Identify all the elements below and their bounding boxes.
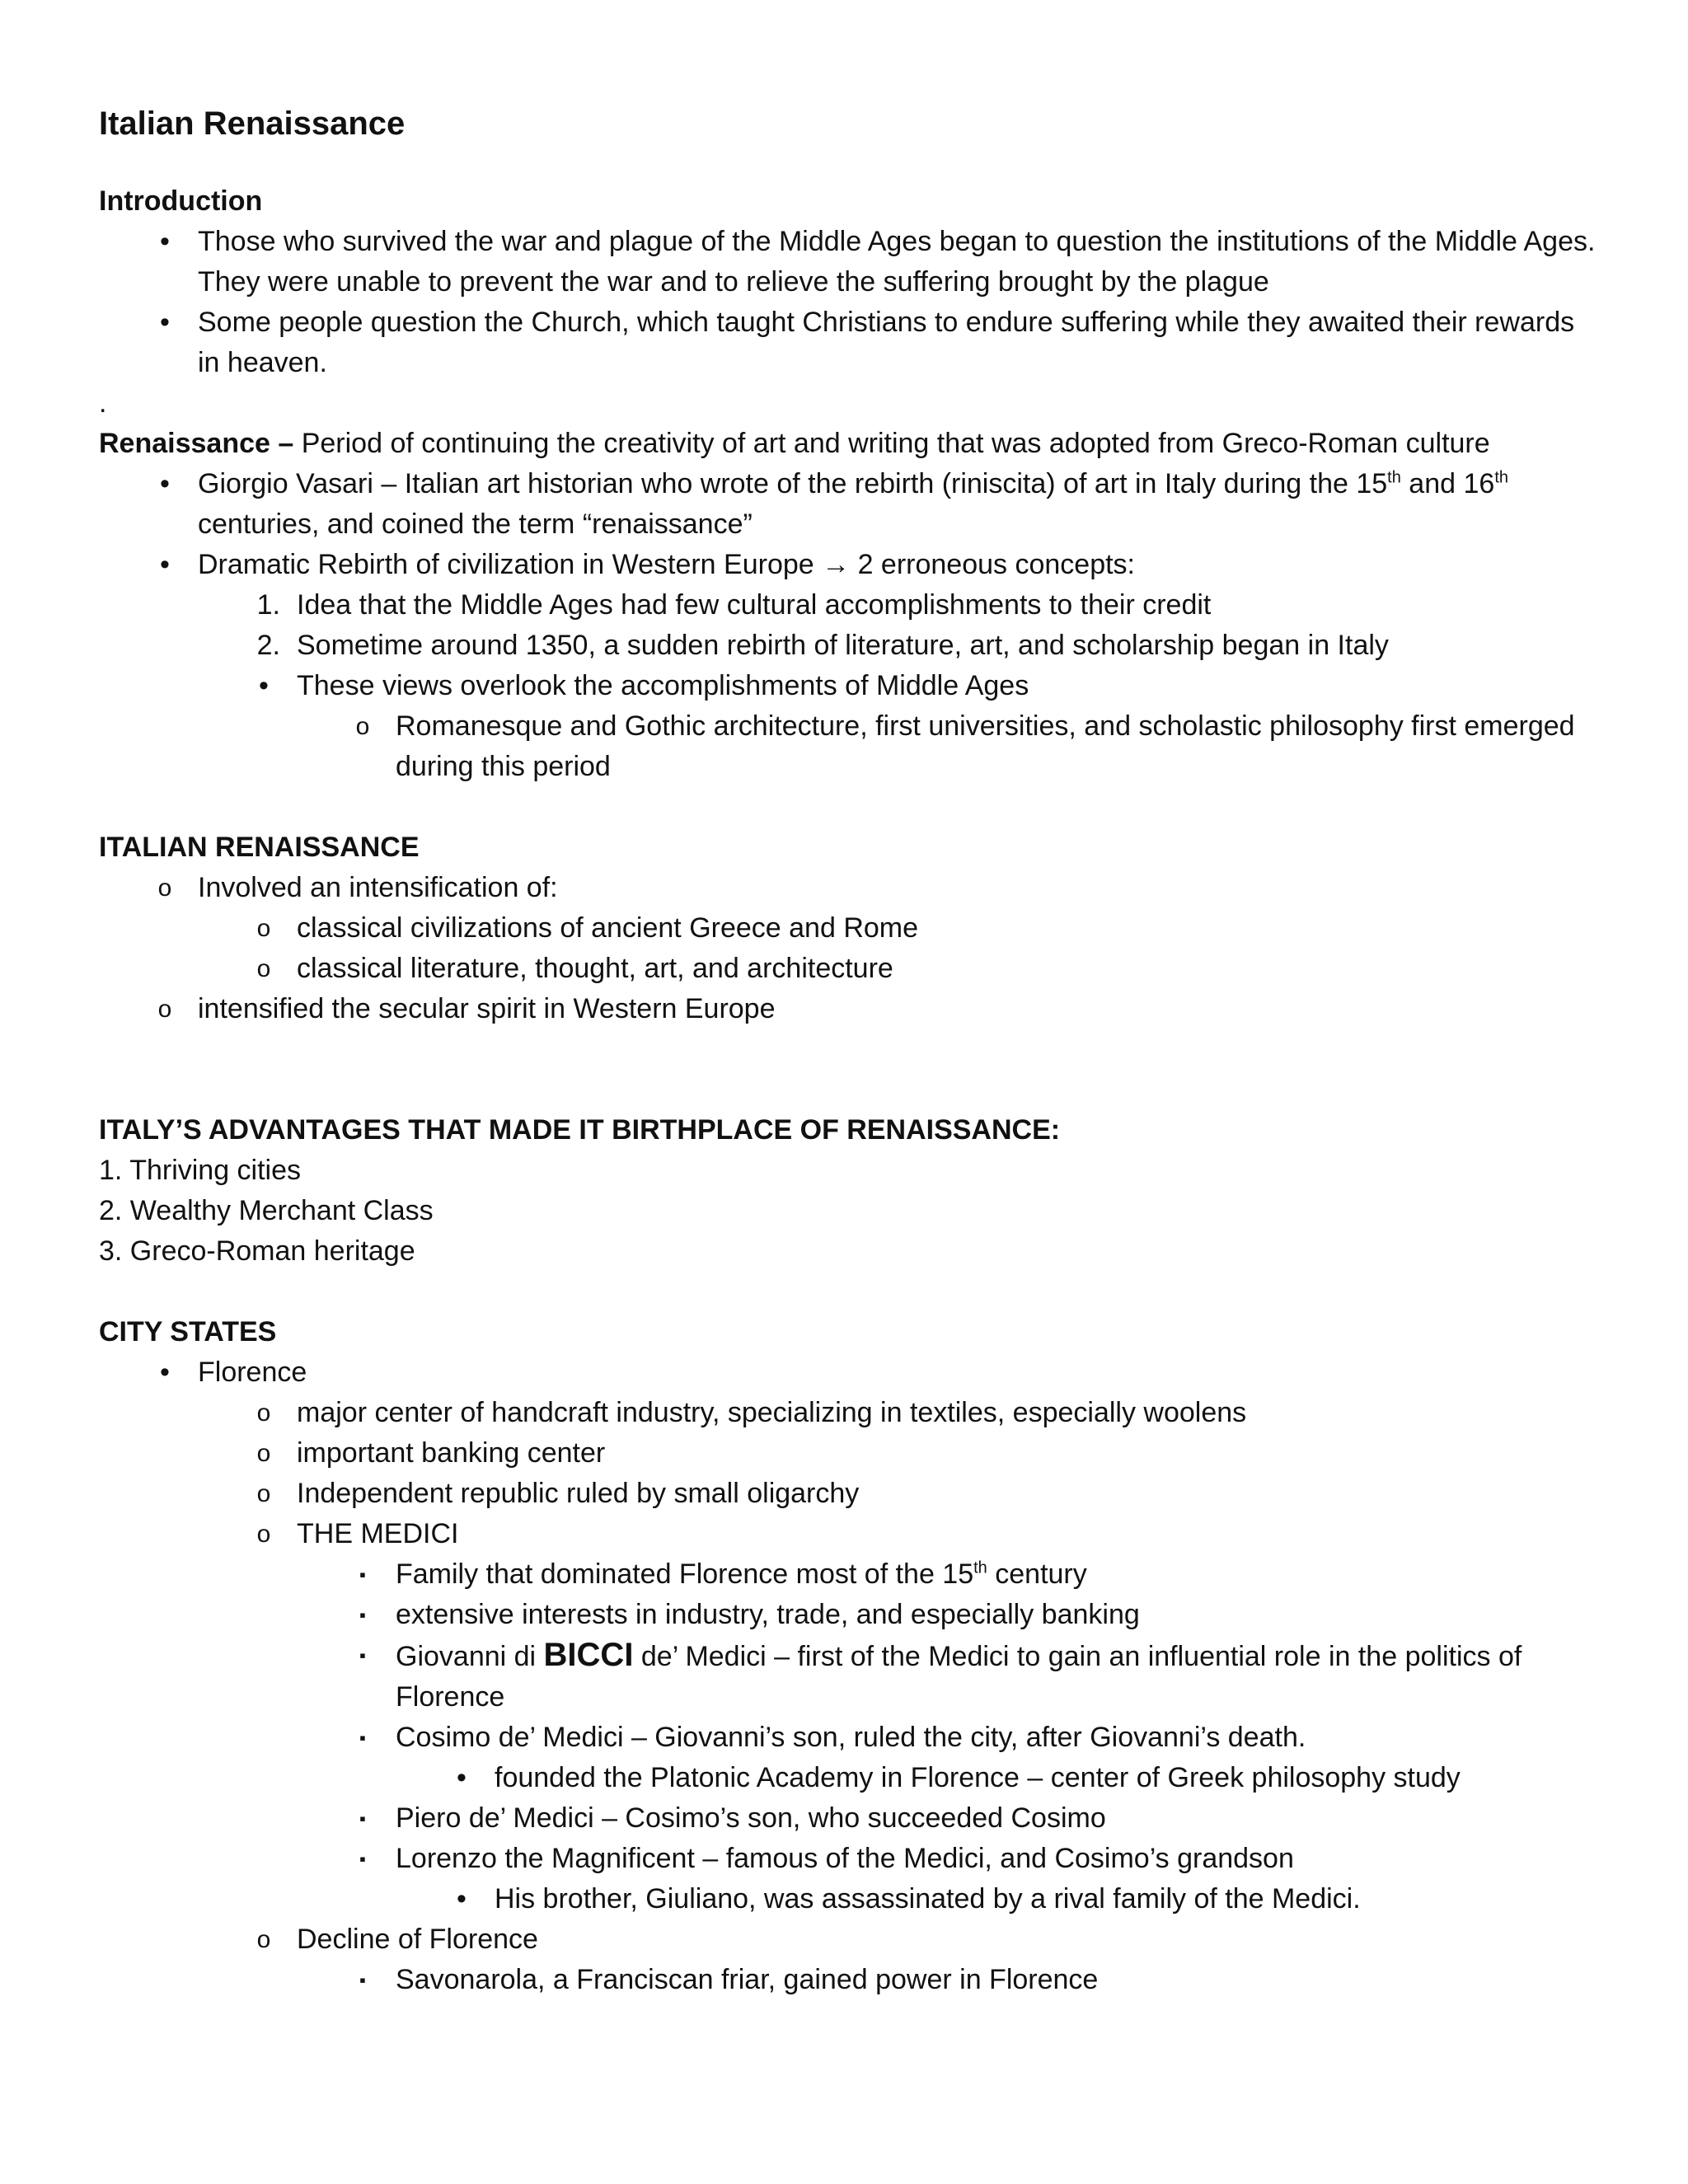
circle-bullet-icon: o: [355, 713, 370, 740]
superscript: th: [1387, 468, 1401, 487]
circle-bullet-icon: o: [157, 996, 172, 1023]
list-item: [99, 1635, 1599, 1718]
circle-bullet-icon: o: [256, 915, 271, 942]
list-item: [99, 989, 1599, 1029]
intro-bullet-2: Some people question the Church, which taught Christians to endure suffering while they awaited their rewards in heaven.: [198, 307, 1575, 378]
giovanni-text: [396, 1637, 1522, 1713]
square-bullet-icon: ▪: [359, 1645, 366, 1666]
medici-family-a: Family that dominated Florence most of the 15: [396, 1558, 974, 1590]
list-item: [99, 1554, 1599, 1595]
list-item: [99, 1352, 1599, 1393]
overlook-text: These views overlook the accomplishments of Middle Ages: [297, 670, 1029, 701]
stray-mark: .: [99, 387, 107, 419]
list-number: 1.: [256, 589, 280, 621]
bullet-icon: •: [457, 1883, 467, 1915]
giovanni-b: de’ Medici – first of the Medici to gain an influential role in the politics of Florence: [396, 1641, 1522, 1713]
circle-bullet-icon: o: [256, 1480, 271, 1507]
list-item: [99, 1879, 1599, 1919]
list-item: [99, 222, 1599, 302]
list-item: [99, 1960, 1599, 2000]
intro-heading: Introduction: [99, 185, 263, 217]
overlook-sub-text: Romanesque and Gothic architecture, first universities, and scholastic philosophy first emerged during this period: [396, 710, 1575, 782]
medici-family-b: century: [987, 1558, 1087, 1590]
renaissance-definition: [99, 424, 1599, 464]
square-bullet-icon: ▪: [359, 1564, 366, 1585]
circle-bullet-icon: o: [256, 955, 271, 982]
decline-text: Decline of Florence: [297, 1924, 538, 1955]
list-item: [99, 949, 1599, 989]
bullet-icon: •: [160, 468, 170, 499]
piero-text: Piero de’ Medici – Cosimo’s son, who succeeded Cosimo: [396, 1802, 1106, 1834]
advantage-item: 2. Wealthy Merchant Class: [99, 1195, 434, 1226]
vasari-part-2: and 16: [1400, 468, 1495, 499]
list-item: [99, 464, 1599, 545]
renaissance-term: Renaissance –: [99, 428, 294, 459]
square-bullet-icon: ▪: [359, 1727, 366, 1748]
dramatic-text: [198, 549, 1135, 580]
vasari-part-1: Giorgio Vasari – Italian art historian who wrote of the rebirth (riniscita) of art in Italy during the 15: [198, 468, 1388, 499]
list-item: [99, 1798, 1599, 1839]
spacer: [99, 1029, 1599, 1110]
list-item: [99, 1393, 1599, 1433]
advantage-item: 1. Thriving cities: [99, 1155, 302, 1186]
arrow-right-icon: →: [822, 549, 851, 580]
cosimo-text: Cosimo de’ Medici – Giovanni’s son, ruled the city, after Giovanni’s death.: [396, 1722, 1306, 1753]
list-item: [99, 1595, 1599, 1635]
circle-bullet-icon: o: [256, 1521, 271, 1548]
vasari-text: [198, 468, 1508, 540]
square-bullet-icon: ▪: [359, 1849, 366, 1869]
spacer: [99, 1272, 1599, 1312]
numbered-item-2: Sometime around 1350, a sudden rebirth of literature, art, and scholarship began in Italy: [297, 630, 1389, 661]
florence-point: Independent republic ruled by small oligarchy: [297, 1478, 860, 1509]
savonarola-text: Savonarola, a Franciscan friar, gained power in Florence: [396, 1964, 1099, 1995]
florence-point: important banking center: [297, 1437, 606, 1469]
spacer: [99, 787, 1599, 827]
bullet-icon: •: [160, 226, 170, 257]
florence-point: THE MEDICI: [297, 1518, 459, 1549]
cosimo-sub-text: founded the Platonic Academy in Florence – center of Greek philosophy study: [495, 1762, 1461, 1793]
list-item: [99, 626, 1599, 666]
city-states-heading: CITY STATES: [99, 1316, 277, 1347]
circle-bullet-icon: o: [157, 874, 172, 902]
list-item: [99, 545, 1599, 585]
superscript: th: [973, 1558, 987, 1577]
list-number: 2.: [256, 630, 280, 661]
bullet-icon: •: [259, 670, 269, 701]
list-item: [99, 302, 1599, 383]
list-item: [99, 1919, 1599, 1960]
bullet-icon: •: [160, 549, 170, 580]
numbered-item-1: Idea that the Middle Ages had few cultural accomplishments to their credit: [297, 589, 1212, 621]
circle-bullet-icon: o: [256, 1440, 271, 1467]
florence-point: major center of handcraft industry, specializing in textiles, especially woolens: [297, 1397, 1247, 1428]
list-item: [99, 868, 1599, 908]
lorenzo-text: Lorenzo the Magnificent – famous of the Medici, and Cosimo’s grandson: [396, 1843, 1294, 1874]
florence-label: Florence: [198, 1357, 307, 1388]
list-item: [99, 1839, 1599, 1879]
renaissance-definition-text: Period of continuing the creativity of art and writing that was adopted from Greco-Roman culture: [293, 428, 1490, 459]
intro-bullet-1: Those who survived the war and plague of the Middle Ages began to question the institutions of the Middle Ages. They were unable to prevent the war and to relieve the suffering brought by the plague: [198, 226, 1596, 298]
bullet-icon: •: [457, 1762, 467, 1793]
advantages-heading: ITALY’S ADVANTAGES THAT MADE IT BIRTHPLACE OF RENAISSANCE:: [99, 1114, 1061, 1146]
circle-bullet-icon: o: [256, 1926, 271, 1953]
list-item: [99, 666, 1599, 706]
list-item: [99, 1718, 1599, 1758]
list-item: [99, 1433, 1599, 1474]
circle-bullet-icon: o: [256, 1399, 271, 1427]
classical-literature: classical literature, thought, art, and architecture: [297, 953, 893, 984]
list-item: [99, 585, 1599, 626]
medici-family: [396, 1558, 1087, 1590]
square-bullet-icon: ▪: [359, 1808, 366, 1829]
document-title: Italian Renaissance: [99, 105, 406, 142]
giovanni-a: Giovanni di: [396, 1641, 544, 1672]
secular-text: intensified the secular spirit in Western Europe: [198, 993, 776, 1024]
superscript: th: [1494, 468, 1508, 487]
dramatic-after: 2 erroneous concepts:: [850, 549, 1136, 580]
vasari-part-3: centuries, and coined the term “renaissance”: [198, 509, 753, 540]
dramatic-before: Dramatic Rebirth of civilization in Western Europe: [198, 549, 823, 580]
bullet-icon: •: [160, 307, 170, 338]
document-page: [99, 99, 1599, 2000]
advantage-item: 3. Greco-Roman heritage: [99, 1235, 415, 1267]
italian-renaissance-heading: ITALIAN RENAISSANCE: [99, 832, 420, 863]
list-item: [99, 706, 1599, 787]
list-item: [99, 908, 1599, 949]
list-item: [99, 1474, 1599, 1514]
giovanni-bicci: BICCI: [543, 1637, 634, 1673]
involved-text: Involved an intensification of:: [198, 872, 558, 903]
classical-civilizations: classical civilizations of ancient Greece and Rome: [297, 912, 919, 944]
bullet-icon: •: [160, 1357, 170, 1388]
lorenzo-sub-text: His brother, Giuliano, was assassinated by a rival family of the Medici.: [495, 1883, 1361, 1915]
list-item: [99, 1514, 1599, 1554]
square-bullet-icon: ▪: [359, 1605, 366, 1625]
list-item: [99, 1758, 1599, 1798]
square-bullet-icon: ▪: [359, 1970, 366, 1990]
medici-interests: extensive interests in industry, trade, and especially banking: [396, 1599, 1140, 1630]
